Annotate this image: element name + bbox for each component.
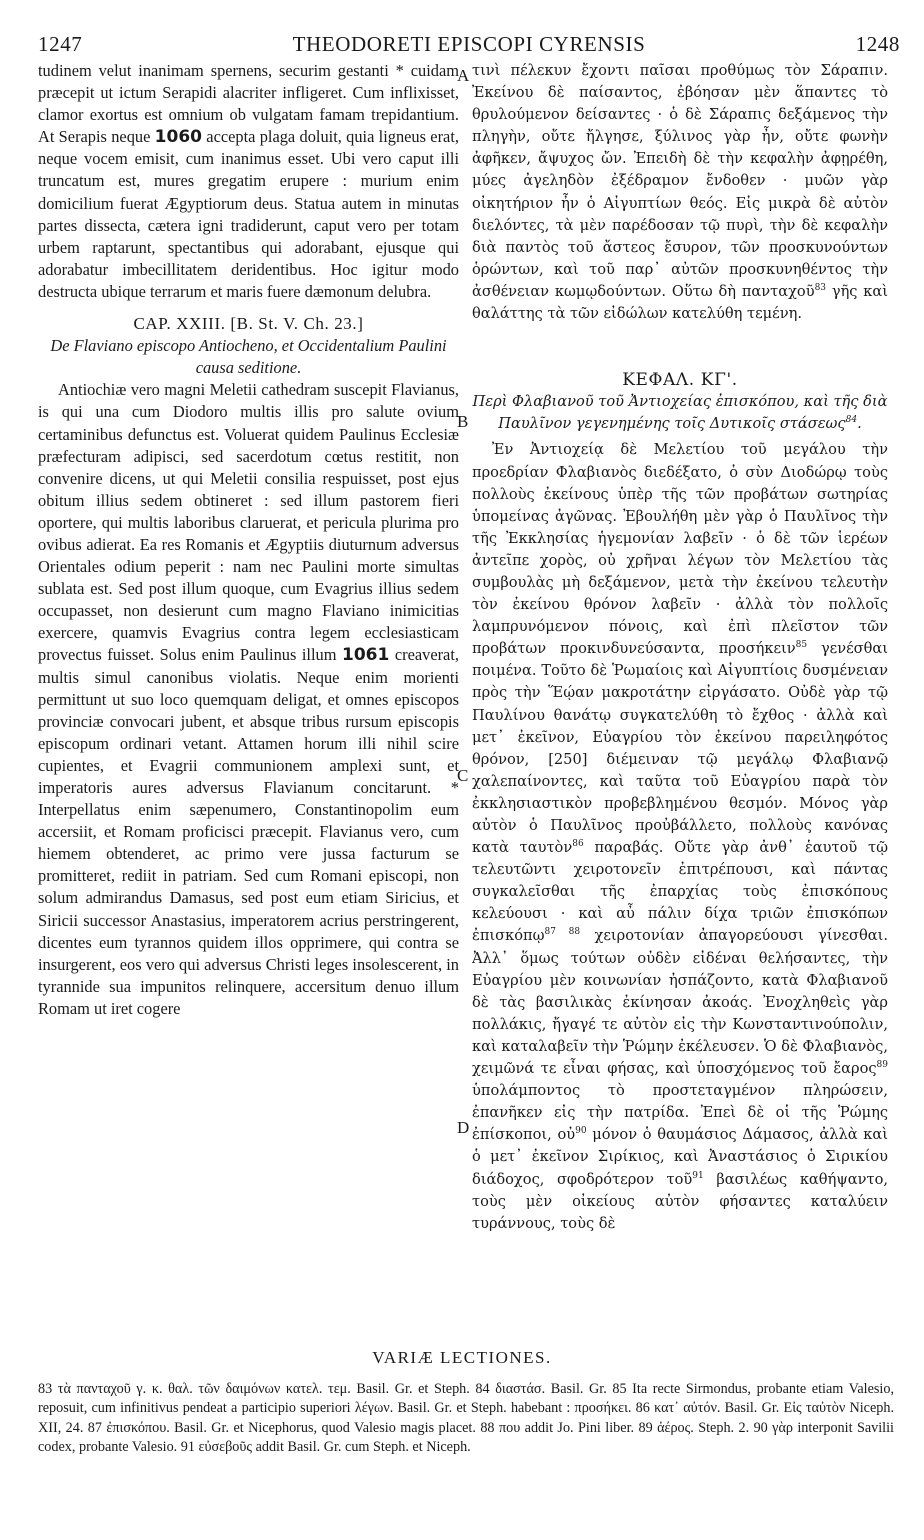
page-number-left: 1247	[38, 32, 83, 56]
greek-text: παραβάς. Οὔτε γὰρ ἀνθ᾽ ἑαυτοῦ τῷ τελευτῶντι χειροτονεῖν ἐπιτρέπουσι, καὶ πάντας συγκαλεῖσθαι τῆς ἐπαρχίας τοὺς ἐπισκόπους κελεύουσι · καὶ αὖ πάλιν δίχα τριῶν ἐπισκόπων ἐπισκόπῳ	[472, 839, 888, 945]
greek-text: γενέσθαι ποιμένα. Τοῦτο δὲ Ῥωμαίοις καὶ Αἰγυπτίοις δυσμένειαν πρὸς τὴν Ἕῴαν μακροτάτην εἰργάσατο. Οὐδὲ γὰρ τῷ Παυλίνου θανάτῳ συγκατελύθη τὸ ἔχθος · ἀλλὰ καὶ μετ᾽ ἐκεῖνον, Εὐαγρίου τὸν ἐκείνου παρειληφότος θρόνον, [250] διέμειναν τῷ μεγάλῳ Φλαβιανῷ χαλεπαίνοντες, καὶ ταῦτα τοῦ Εὐαγρίου παρὰ τὸν ἐκκλησιαστικὸν προβεβλημένου θεσμόν. Μόνος γὰρ αὐτὸν ὁ Παυλῖνος προὐβάλλετο, πολλοὺς κανόνας κατὰ ταυτὸν	[472, 640, 888, 857]
greek-paragraph-1	[472, 60, 888, 325]
latin-chapter-heading: CAP. XXIII. [B. St. V. Ch. 23.]	[133, 314, 364, 334]
margin-letter-b: B	[457, 412, 469, 431]
greek-text: χειροτονίαν ἀπαγορεύουσι γίνεσθαι. Ἀλλ᾽ ὅμως τούτων οὐδὲν εἰδέναι θελήσαντες, τὴν Εὐαγρίου μὲν κοινωνίαν ἠσπάζοντο, κατὰ Φλαβιανοῦ δὲ τὰς βασιλικὰς ἐκίνησαν ἀκοάς. Ἐνοχληθεὶς γὰρ πολλάκις, ἤγαγέ τε αὐτὸν εἰς τὴν Κωνσταντινούπολιν, καὶ καταλαβεῖν τὴν Ῥώμην ἐκέλευσεν. Ὁ δὲ Φλαβιανὸς, χειμῶνά τε εἶναι φήσας, καὶ ὑποσχόμενος τοῦ ἔαρος	[472, 927, 888, 1078]
greek-text: μόνον ὁ θαυμάσιος Δάμασος, ἀλλὰ καὶ ὁ μετ᾽ ἐκεῖνον Σιρίκιος, καὶ Ἀναστάσιος ὁ Σιρικίου διάδοχος, σφοδρότερον τοῦ	[472, 1126, 888, 1188]
latin-text: accepta plaga doluit, quia ligneus erat, neque vocem emisit, cum inanimus esset. Ubi vero caput illi truncatum est, mures gregatim erupere : murium enim domicilium fuerat Ægyptiorum deus. Statua autem in minutas partes dissecta, cætera igni tradiderunt, caput vero per totam urbem raptarunt, spectantibus qui adorabant, ejusque qui adorabatur imbecillitatem deridentibus. Hoc igitur modo destructa ubique terrarum et maris fuere dæmonum delubra.	[38, 127, 459, 301]
variae-lectiones-title: VARIÆ LECTIONES.	[372, 1348, 552, 1367]
latin-paragraph-2	[38, 379, 459, 1020]
footnote-ref: 90	[575, 1126, 587, 1137]
margin-letter-c: C	[457, 766, 469, 785]
footnote-ref: 89	[876, 1060, 888, 1071]
latin-column	[38, 60, 459, 1330]
greek-text: βασιλέως καθήψαντο, τοὺς μὲν οἰκείους αὐτὸν φήσαντες καταλύειν τυράννους, τοὺς δὲ	[472, 1170, 888, 1232]
page-number-right: 1248	[855, 32, 900, 56]
footnote-ref: 85	[795, 640, 808, 651]
running-title: THEODORETI EPISCOPI CYRENSIS	[292, 32, 646, 56]
greek-text: τινὶ πέλεκυν ἔχοντι παῖσαι προθύμως τὸν Σάραπιν. Ἐκείνου δὲ παίσαντος, ἐβόησαν μὲν ἅπαντες τὸ θρυλούμενον δείσαντες · ὁ δὲ Σάραπις δεξάμενος τὴν πληγὴν, οὔτε ἤλγησε, ξύλινος γὰρ ἦν, οὔτε φωνὴν ἀφῆκεν, ἄψυχος ὤν. Ἐπειδὴ δὲ τὴν κεφαλὴν ἀφῃρέθη, μύες ἀγεληδὸν ἐξέδραμον ἔνδοθεν · μυῶν γὰρ οἰκητήριον ἦν ὁ Αἰγυπτίων θεός. Εἰς μικρὰ δὲ αὐτὸν διελόντες, τὰ μὲν παρέδοσαν τῷ πυρὶ, τὴν δὲ κεφαλὴν διὰ παντὸς τοῦ ἄστεος ἔσυρον, τῶν προσκυνούντων ὁρώντων, καὶ τοῦ παρ᾽ αὐτῶν προσκυνηθέντος τὴν ἀσθένειαν κωμῳδούντων. Οὕτω δὴ πανταχοῦ	[472, 62, 888, 300]
running-head	[38, 33, 900, 55]
column-number-1060: 1060	[154, 127, 202, 148]
greek-chapter-subtitle: Περὶ Φλαβιανοῦ τοῦ Ἀντιοχείας ἐπισκόπου, καὶ τῆς διὰ Παυλῖνον γεγενημένης τοῖς Δυτικοῖς στάσεως$^{84}$.	[472, 393, 888, 433]
margin-letter-d: D	[457, 1118, 470, 1137]
footnote-ref: 87 88	[544, 927, 581, 938]
variae-lectiones-text: 83 τὰ πανταχοῦ γ. κ. θαλ. τῶν δαιμόνων κατελ. τεμ. Basil. Gr. et Steph. 84 διαστάσ. Basil. Gr. 85 Ita recte Sirmondus, probante etiam Valesio, reposuit, cum infinitivus pendeat a participio superiori λέγων. Basil. Gr. et Steph. habebant : προσήκει. 86 κατ᾽ αὐτόν. Basil. Gr. Εἰς ταὐτὸν Niceph. XII, 24. 87 ἐπισκόπου. Basil. Gr. et Nicephorus, quod Valesio magis placet. 88 που addit Jo. Pini liber. 89 ἀέρος. Steph. 2. 90 γὰρ interponit Savilii codex, probante Valesio. 91 εὐσεβοῦς addit Basil. Gr. cum Steph. et Niceph.	[38, 1381, 894, 1456]
greek-text: Ἐν Ἀντιοχείᾳ δὲ Μελετίου τοῦ μεγάλου τὴν προεδρίαν Φλαβιανὸς διεδέξατο, ὁ σὺν Διοδώρῳ τοὺς πολλοὺς ἐκείνους ὑπὲρ τῆς τῶν προβάτων σωτηρίας ὑπομείνας ἀγῶνας. Ἐβουλήθη μὲν γὰρ ὁ Παυλῖνος τὴν τῆς Ἐκκλησίας ἡγεμονίαν λαβεῖν · ὁ δὲ τῶν ἱερέων ἀντεῖπε χορὸς, οὐ χρῆναι λέγων τὸν Μελετίου τὰς συμβουλὰς μὴ δεξάμενον, μετὰ τὴν ἐκείνου τελευτὴν τὸν ἐκείνου θρόνον λαβεῖν · ἀλλὰ τὸν πολλοῖς λαμπρυνόμενον πόνοις, καὶ ἐπὶ πλεῖστον τῶν προβάτων προκινδυνεύσαντα, προσήκειν	[472, 441, 888, 658]
footnote-ref: 84	[845, 415, 858, 426]
margin-letters	[457, 60, 473, 1330]
column-number-1061: 1061	[342, 645, 390, 666]
latin-paragraph-1	[38, 60, 459, 303]
latin-chapter-subtitle: De Flaviano episcopo Antiocheno, et Occidentalium Paulini causa seditione.	[50, 336, 447, 378]
greek-text: ὑπολάμποντος τὸ προστεταγμένον πληρώσειν, ἐπανῆκεν εἰς τὴν πατρίδα. Ἐπεὶ δὲ οἱ τῆς Ῥώμης ἐπίσκοποι, οὐ	[472, 1082, 888, 1144]
footnote-ref: 91	[692, 1170, 704, 1181]
greek-subtitle-text: Περὶ Φλαβιανοῦ τοῦ Ἀντιοχείας ἐπισκόπου, καὶ τῆς διὰ Παυλῖνον γεγενημένης τοῖς Δυτικοῖς στάσεως	[472, 393, 888, 433]
latin-text: creaverat, multis simul canonibus violatis. Neque enim morienti permittunt ut suo loco quemquam deligat, et omnes episcopos provinciæ convocari jubent, et absque tribus rursum episcopis episcopum ordinari vetant. Attamen horum illi nihil scire cupientes, et Evagrii communionem amplexi sunt, et imperatoris aures adversus Flavianum concitarunt. * Interpellatus enim sæpenumero, Constantinopolim eum accersiit, et Romam proficisci præcepit. Flavianus vero, cum hiemem obtenderet, ac primo vere jussa facturum se promitteret, rediit in patriam. Sed cum Romani episcopi, non solum admirandus Damasus, sed post eum etiam Siricius, et Siricii successor Anastasius, imperatorem acrius perstringerent, dicentes eum tyrannos quidem illos opprimere, qui contra se insurgerent, eos vero qui adversus Christi leges insolescerent, in tyrannide sua impunitos relinquere, accersitum denuo illum Romam ut iret cogere	[38, 645, 459, 1018]
latin-text: tudinem velut inanimam spernens, securim gestanti * cuidam præcepit ut ictum Serapidi alacriter infligeret. Cum inflixisset, clamor exortus est omnium ob vulgatam famam trepidantium. At Serapis neque	[38, 61, 459, 147]
footnote-ref: 83	[814, 282, 827, 293]
greek-paragraph-2	[472, 439, 888, 1234]
footnote-ref: 86	[572, 839, 584, 850]
greek-column	[472, 60, 888, 1330]
greek-text: γῆς καὶ θαλάττης τὰ τῶν εἰδώλων κατελύθη τεμένη.	[472, 282, 888, 323]
latin-text: Antiochiæ vero magni Meletii cathedram suscepit Flavianus, is qui una cum Diodoro multis illis pro salute ovium certaminibus defunctus est. Voluerat quidem Paulinus Ecclesiæ præfecturam adipisci, sed sacerdotum cœtus restitit, non convenire dicens, ut qui Meletii consilia respuisset, post ejus obitum illius sedem obtineret : sed illum pastorem fieri oportere, qui multis laboribus claruerat, et pericula plurima pro ovibus adierat. Ea res Romanis et Ægyptiis diuturnum adversus Orientales odium peperit : nam nec Paulini morte simultas sublata est. Sed post illum quoque, cum Evagrius illius sedem occupasset, non desierunt cum magno Flaviano inimicitias exercere, quamvis Evagrius contra legem ecclesiasticam provectus fuisset. Solus enim Paulinus illum	[38, 380, 459, 665]
greek-chapter-heading: ΚΕΦΑΛ. ΚΓ'.	[622, 370, 738, 391]
margin-letter-a: A	[457, 66, 470, 85]
